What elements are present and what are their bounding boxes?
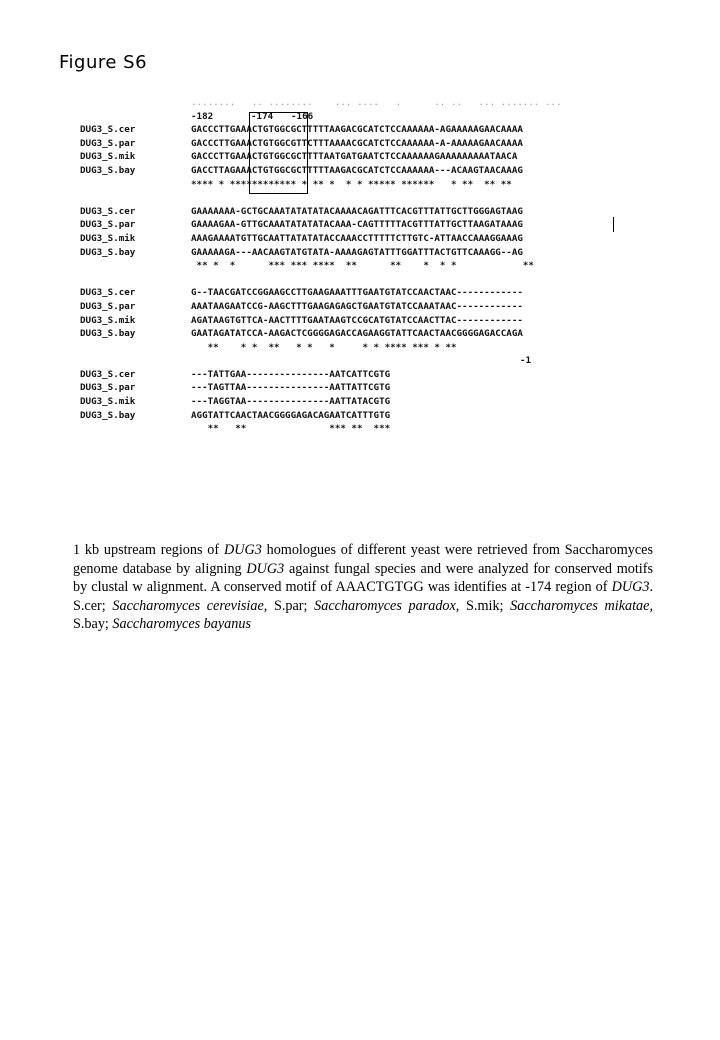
conserved-motif-box (249, 112, 308, 194)
sequence-text: GAAAAAAA-GCTGCAAATATATATACAAAACAGATTTCACGTTTATTGCTTGGGAGTAAG (191, 205, 523, 217)
sequence-name: DUG3_S.par (80, 137, 136, 149)
sequence-text: GAAAAGAA-GTTGCAAATATATATACAAA-CAGTTTTTACGTTTATTGCTTAAGATAAAG (191, 219, 523, 231)
alignment-row (80, 409, 391, 423)
consensus-row (80, 341, 457, 355)
consensus-text: ** * * *** *** **** ** ** * * * ** (191, 260, 534, 272)
sequence-text: AGATAAGTGTTCA-AACTTTTGAATAAGTCCGCATGTATCCAACTTAC------------ (191, 314, 523, 326)
sequence-text: GACCCTTGAAACTGTGGCGCTTTTAATGATGAATCTCCAAAAAAGAAAAAAAAATAACA (191, 151, 518, 163)
sequence-name: DUG3_S.cer (80, 287, 136, 299)
text-cursor-mark (613, 217, 614, 232)
position-label-1: -1 (520, 355, 532, 367)
sequence-name: DUG3_S.cer (80, 205, 136, 217)
caption-text: . S.cer; (73, 579, 653, 614)
gene-name: DUG3 (246, 560, 285, 577)
position-label-182: -182 (191, 110, 214, 122)
sequence-text: GAATAGATATCCA-AAGACTCGGGGAGACCAGAAGGTATTCAACTAACGGGGAGACCAGA (191, 328, 523, 340)
alignment-row (80, 123, 523, 137)
caption-text: S.par; (267, 597, 315, 614)
sequence-text: G--TAACGATCCGGAAGCCTTGAAGAAATTTGAATGTATCCAACTAAC------------ (191, 287, 523, 299)
figure-caption (73, 541, 653, 634)
sequence-name: DUG3_S.mik (80, 396, 136, 408)
sequence-name: DUG3_S.bay (80, 164, 136, 176)
position-ruler (80, 110, 314, 124)
sequence-text: GACCTTAGAAACTGTGGCGCTTTTTAAGACGCATCTCCAAAAAA---ACAAGTAACAAAG (191, 164, 523, 176)
sequence-text: AGGTATTCAACTAACGGGGAGACAGAATCATTTGTG (191, 409, 391, 421)
sequence-alignment (80, 96, 562, 436)
alignment-row (80, 381, 391, 395)
sequence-text: GACCCTTGAAACTGTGGCGTTCTTTAAAACGCATCTCCAAAAAA-A-AAAAAGAACAAAA (191, 137, 523, 149)
alignment-row (80, 218, 523, 232)
position-label-174: -174 (251, 110, 274, 122)
sequence-text: AAAGAAAATGTTGCAATTATATATACCAAACCTTTTTCTTGTC-ATTAACCAAAGGAAAG (191, 232, 523, 244)
sequence-text: ---TATTGAA---------------AATCATTCGTG (191, 368, 391, 380)
alignment-row (80, 137, 523, 151)
consensus-text: ** ** *** ** *** (191, 423, 391, 435)
alignment-row (80, 246, 523, 260)
alignment-row (80, 232, 523, 246)
sequence-text: ---TAGTTAA---------------AATTATTCGTG (191, 382, 391, 394)
caption-text: against fungal species and were analyzed for conserved motifs by clustal w alignment. A conserved motif of AAACTGTGG was identifies at -174 region of (73, 560, 653, 596)
gene-name: DUG3 (223, 542, 262, 558)
species-name: Saccharomyces mikatae, (510, 597, 653, 614)
sequence-text: ---TAGGTAA---------------AATTATACGTG (191, 396, 391, 408)
figure-title: Figure S6 (59, 52, 148, 73)
caption-text: 1 kb upstream regions of (73, 542, 224, 558)
sequence-text: AAATAAGAATCCG-AAGCTTTGAAGAGAGCTGAATGTATCCAAATAAC------------ (191, 300, 523, 312)
sequence-name: DUG3_S.bay (80, 328, 136, 340)
sequence-text: GAAAAAGA---AACAAGTATGTATA-AAAAGAGTATTTGGATTTACTGTTCAAAGG--AG (191, 246, 523, 258)
sequence-name: DUG3_S.par (80, 382, 136, 394)
alignment-row (80, 395, 391, 409)
sequence-name: DUG3_S.par (80, 300, 136, 312)
alignment-row (80, 314, 523, 328)
alignment-row (80, 300, 523, 314)
species-name: Saccharomyces paradox, (314, 597, 460, 614)
sequence-name: DUG3_S.bay (80, 409, 136, 421)
species-name: Saccharomyces cerevisiae, (112, 597, 268, 614)
sequence-name: DUG3_S.mik (80, 232, 136, 244)
top-marks-text: ........ .. ........ ... .... . .. .. ... ....... ... (191, 97, 562, 108)
species-name: Saccharomyces bayanus (112, 616, 251, 633)
caption-text: S.mik; (459, 597, 511, 614)
position-ruler (80, 354, 532, 368)
block-spacer (80, 273, 102, 287)
sequence-name: DUG3_S.mik (80, 314, 136, 326)
consensus-text: ** * * ** * * * * * **** *** * ** (191, 341, 457, 353)
alignment-row (80, 286, 523, 300)
block-spacer (80, 191, 102, 205)
consensus-row (80, 422, 391, 436)
sequence-text: GACCCTTGAAACTGTGGCGCTTTTTAAGACGCATCTCCAAAAAA-AGAAAAAGAACAAAA (191, 124, 523, 136)
sequence-name: DUG3_S.par (80, 219, 136, 231)
consensus-text: **** * ************ * ** * * * ***** ****** * ** ** ** (191, 178, 512, 190)
sequence-name: DUG3_S.cer (80, 124, 136, 136)
alignment-row (80, 150, 518, 164)
sequence-name: DUG3_S.cer (80, 368, 136, 380)
alignment-row (80, 368, 391, 382)
alignment-top-marks (80, 96, 562, 110)
alignment-row (80, 205, 523, 219)
gene-name: DUG3 (611, 579, 650, 596)
consensus-row (80, 178, 512, 192)
consensus-row (80, 259, 534, 273)
caption-text: S.bay; (73, 616, 113, 633)
sequence-name: DUG3_S.bay (80, 246, 136, 258)
sequence-name: DUG3_S.mik (80, 151, 136, 163)
position-label-166: -166 (291, 110, 314, 122)
caption-text: homologues of different yeast were retrieved from Saccharomyces genome database by aligning (73, 542, 654, 577)
alignment-row (80, 327, 523, 341)
alignment-row (80, 164, 523, 178)
